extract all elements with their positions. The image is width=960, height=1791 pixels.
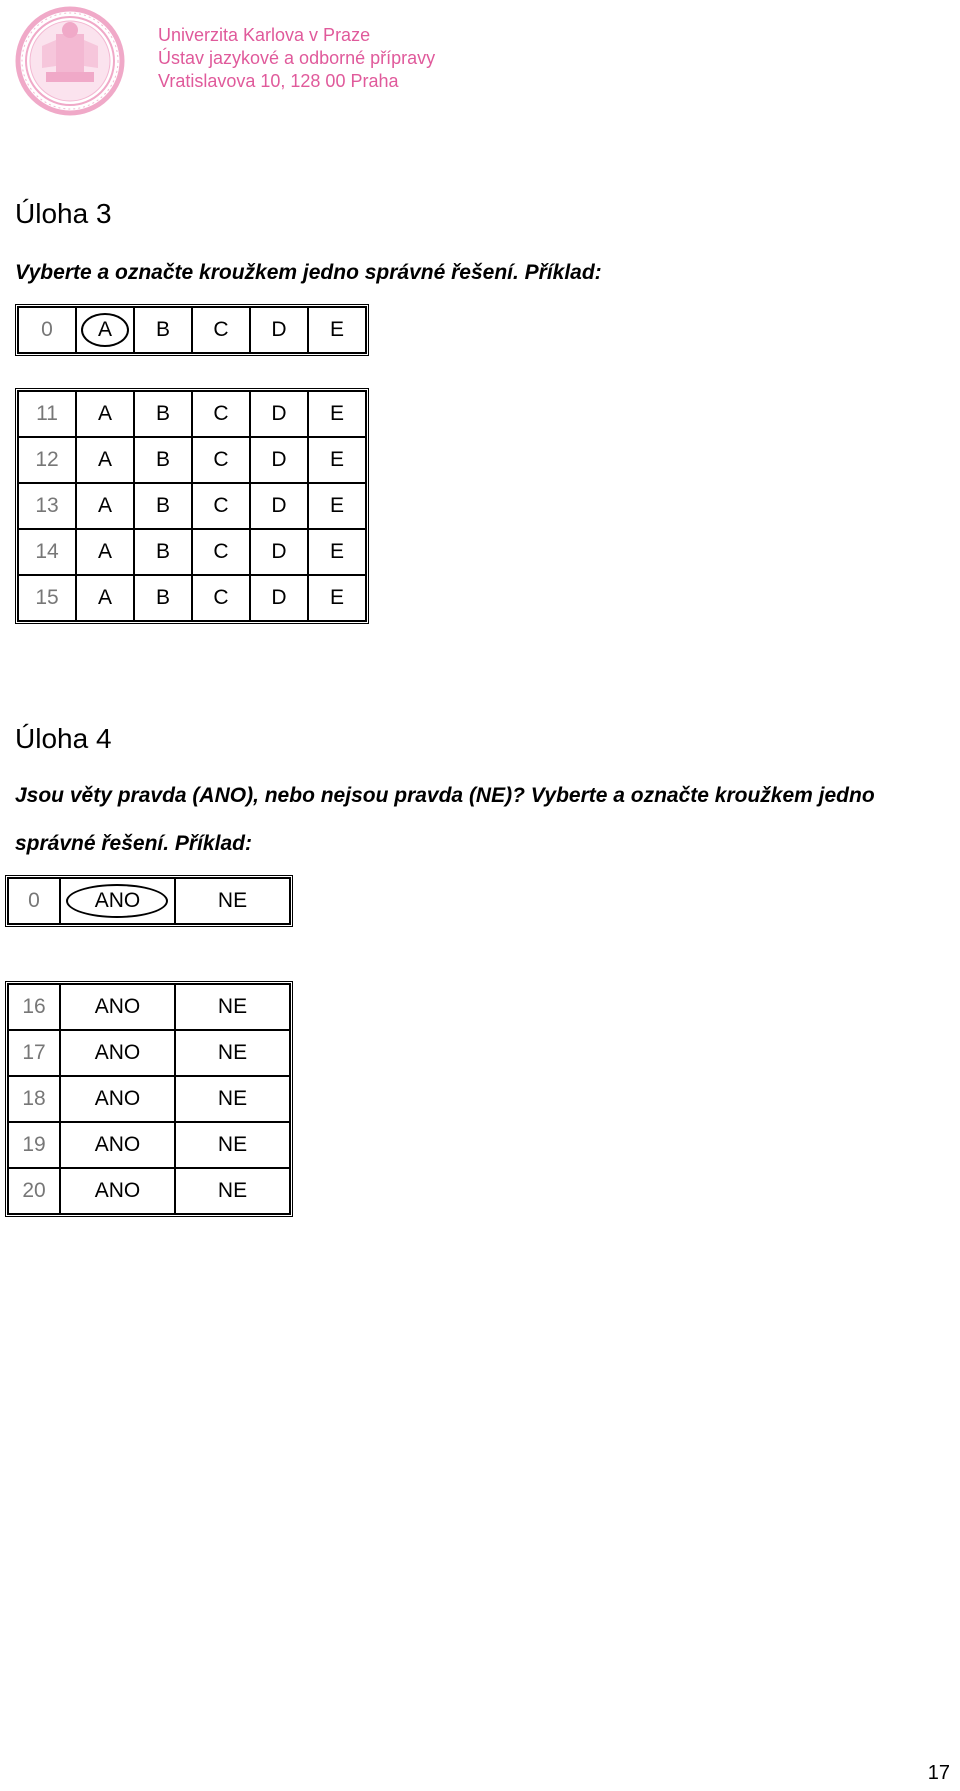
- question-number: 20: [8, 1168, 60, 1214]
- task4-instruction-line1: Jsou věty pravda (ANO), nebo nejsou pravda (NE)? Vyberte a označte kroužkem jedno: [15, 784, 875, 807]
- option-c[interactable]: C: [192, 437, 250, 483]
- option-e[interactable]: E: [308, 529, 366, 575]
- example-option-e[interactable]: E: [308, 307, 366, 353]
- university-seal-icon: [12, 6, 128, 116]
- option-c[interactable]: C: [192, 529, 250, 575]
- option-c[interactable]: C: [192, 391, 250, 437]
- option-e[interactable]: E: [308, 483, 366, 529]
- task4-example-table: [5, 875, 293, 927]
- example-option-ano-circled[interactable]: ANO: [60, 878, 175, 924]
- page-number: 17: [927, 1762, 950, 1784]
- question-number: 18: [8, 1076, 60, 1122]
- option-b[interactable]: B: [134, 391, 192, 437]
- option-b[interactable]: B: [134, 575, 192, 621]
- table-row: [18, 483, 366, 529]
- university-address-block: [158, 24, 435, 93]
- option-e[interactable]: E: [308, 391, 366, 437]
- university-name: Univerzita Karlova v Praze: [158, 25, 371, 45]
- question-number: 17: [8, 1030, 60, 1076]
- table-row: [18, 307, 366, 353]
- table-row: [8, 878, 290, 924]
- example-option-c[interactable]: C: [192, 307, 250, 353]
- institute-address: Vratislavova 10, 128 00 Praha: [158, 71, 399, 91]
- option-d[interactable]: D: [250, 391, 308, 437]
- example-option-b[interactable]: B: [134, 307, 192, 353]
- option-c[interactable]: C: [192, 483, 250, 529]
- table-row: [18, 437, 366, 483]
- task4-instruction-line2: správné řešení. Příklad:: [15, 832, 252, 855]
- example-number: 0: [8, 878, 60, 924]
- option-ano[interactable]: ANO: [60, 1122, 175, 1168]
- table-row: [8, 1030, 290, 1076]
- option-ne[interactable]: NE: [175, 1030, 290, 1076]
- option-a[interactable]: A: [76, 391, 134, 437]
- table-row: [8, 1076, 290, 1122]
- question-number: 11: [18, 391, 76, 437]
- table-row: [18, 575, 366, 621]
- option-ano[interactable]: ANO: [60, 1168, 175, 1214]
- task3-example-table: [15, 304, 369, 356]
- task4-title: Úloha 4: [15, 723, 112, 754]
- option-ano[interactable]: ANO: [60, 984, 175, 1030]
- task3-title: Úloha 3: [15, 198, 112, 229]
- table-row: [18, 529, 366, 575]
- page-header: [12, 6, 712, 118]
- option-b[interactable]: B: [134, 483, 192, 529]
- option-d[interactable]: D: [250, 483, 308, 529]
- task3-answer-table: [15, 388, 369, 624]
- option-d[interactable]: D: [250, 529, 308, 575]
- option-d[interactable]: D: [250, 575, 308, 621]
- question-number: 19: [8, 1122, 60, 1168]
- option-ne[interactable]: NE: [175, 984, 290, 1030]
- example-option-ne[interactable]: NE: [175, 878, 290, 924]
- table-row: [8, 1168, 290, 1214]
- option-ano[interactable]: ANO: [60, 1076, 175, 1122]
- option-a[interactable]: A: [76, 575, 134, 621]
- option-ne[interactable]: NE: [175, 1168, 290, 1214]
- table-row: [8, 1122, 290, 1168]
- option-d[interactable]: D: [250, 437, 308, 483]
- task3-instruction: Vyberte a označte kroužkem jedno správné řešení. Příklad:: [15, 261, 602, 284]
- option-c[interactable]: C: [192, 575, 250, 621]
- question-number: 14: [18, 529, 76, 575]
- question-number: 13: [18, 483, 76, 529]
- option-b[interactable]: B: [134, 437, 192, 483]
- institute-name: Ústav jazykové a odborné přípravy: [158, 48, 436, 68]
- option-ne[interactable]: NE: [175, 1076, 290, 1122]
- question-number: 15: [18, 575, 76, 621]
- task4-answer-table: [5, 981, 293, 1217]
- example-option-a-circled[interactable]: A: [76, 307, 134, 353]
- example-option-d[interactable]: D: [250, 307, 308, 353]
- option-ano[interactable]: ANO: [60, 1030, 175, 1076]
- option-e[interactable]: E: [308, 437, 366, 483]
- example-number: 0: [18, 307, 76, 353]
- option-ne[interactable]: NE: [175, 1122, 290, 1168]
- table-row: [18, 391, 366, 437]
- option-a[interactable]: A: [76, 529, 134, 575]
- option-b[interactable]: B: [134, 529, 192, 575]
- option-e[interactable]: E: [308, 575, 366, 621]
- option-a[interactable]: A: [76, 483, 134, 529]
- option-a[interactable]: A: [76, 437, 134, 483]
- question-number: 16: [8, 984, 60, 1030]
- table-row: [8, 984, 290, 1030]
- question-number: 12: [18, 437, 76, 483]
